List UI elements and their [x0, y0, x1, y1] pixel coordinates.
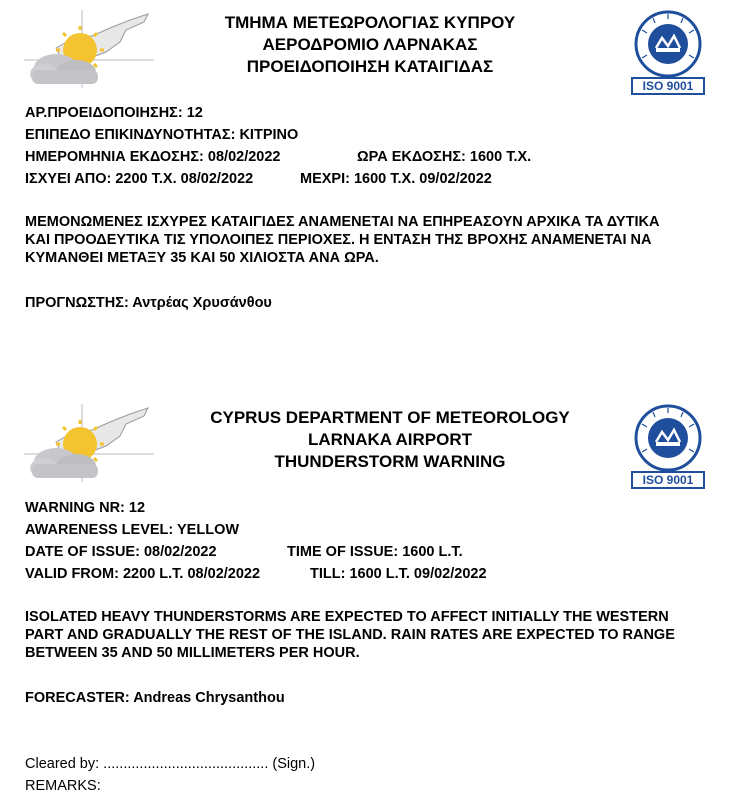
- time-of-issue: ΩΡΑ ΕΚΔΟΣΗΣ: 1600 Τ.Χ.: [357, 149, 532, 165]
- date-of-issue: ΗΜΕΡΟΜΗΝΙΑ ΕΚΔΟΣΗΣ: 08/02/2022: [25, 149, 281, 165]
- header-document-type: THUNDERSTORM WARNING: [274, 452, 506, 471]
- forecaster: FORECASTER: Andreas Chrysanthou: [25, 690, 285, 706]
- header-document-type: ΠΡΟΕΙΔΟΠΟΙΗΣΗ ΚΑΤΑΙΓΙΔΑΣ: [246, 57, 494, 76]
- warning-number: ΑΡ.ΠΡΟΕΙΔΟΠΟΙΗΣΗΣ: 12: [25, 105, 203, 121]
- date-of-issue: DATE OF ISSUE: 08/02/2022: [25, 544, 217, 560]
- awareness-level: AWARENESS LEVEL: YELLOW: [25, 522, 240, 538]
- warning-message: ΜΕΜΟΝΩΜΕΝΕΣ ΙΣΧΥΡΕΣ ΚΑΤΑΙΓΙΔΕΣ ΑΝΑΜΕΝΕΤΑΙ ΝΑ ΕΠΗΡΕΑΣΟΥΝ ΑΡΧΙΚΑ ΤΑ ΔΥΤΙΚΑ ΚΑΙ ΠΡΟΟΔΕΥΤΙΚΑ ΤΙΣ ΥΠΟΛΟΙΠΕΣ ΠΕΡΙΟΧΕΣ. Η ΕΝΤΑΣΗ ΤΗΣ ΒΡΟΧΗΣ ΑΝΑΜΕΝΕΤΑΙ ΝΑ ΚΥΜΑΝΘΕΙ ΜΕΤΑΞΥ 35 ΚΑΙ 50 ΧΙΛΙΟΣΤΑ ΑΝΑ ΩΡΑ.: [25, 214, 660, 266]
- header-subtitle: LARNAKA AIRPORT: [307, 430, 472, 449]
- iso-label: ISO 9001: [642, 473, 694, 487]
- header-subtitle: ΑΕΡΟΔΡΟΜΙΟ ΛΑΡΝΑΚΑΣ: [262, 35, 478, 54]
- met-logo: [22, 402, 157, 484]
- forecaster: ΠΡΟΓΝΩΣΤΗΣ: Αντρέας Χρυσάνθου: [25, 295, 272, 311]
- time-of-issue: TIME OF ISSUE: 1600 L.T.: [287, 544, 463, 560]
- valid-from: VALID FROM: 2200 L.T. 08/02/2022: [25, 566, 261, 582]
- valid-till: ΜΕΧΡΙ: 1600 Τ.Χ. 09/02/2022: [300, 171, 492, 187]
- iso-badge: [626, 8, 710, 96]
- cleared-by-line: Cleared by: ......................................... (Sign.): [25, 756, 316, 772]
- header-title: CYPRUS DEPARTMENT OF METEOROLOGY: [210, 408, 570, 427]
- remarks-label: REMARKS:: [25, 778, 101, 794]
- page-header-greek: [180, 12, 560, 78]
- valid-till: TILL: 1600 L.T. 09/02/2022: [310, 566, 487, 582]
- met-logo: [22, 8, 157, 90]
- warning-number: WARNING NR: 12: [25, 500, 146, 516]
- iso-label: ISO 9001: [642, 79, 694, 93]
- awareness-level: ΕΠΙΠΕΔΟ ΕΠΙΚΙΝΔΥΝΟΤΗΤΑΣ: ΚΙΤΡΙΝΟ: [25, 127, 299, 143]
- header-title: ΤΜΗΜΑ ΜΕΤΕΩΡΟΛΟΓΙΑΣ ΚΥΠΡΟΥ: [224, 13, 516, 32]
- warning-message: ISOLATED HEAVY THUNDERSTORMS ARE EXPECTED TO AFFECT INITIALLY THE WESTERN PART AND GRADUALLY THE REST OF THE ISLAND. RAIN RATES ARE EXPECTED TO RANGE BETWEEN 35 AND 50 MILLIMETERS PER HOUR.: [25, 609, 675, 661]
- valid-from: ΙΣΧΥΕΙ ΑΠΟ: 2200 Τ.Χ. 08/02/2022: [25, 171, 254, 187]
- iso-badge: [626, 402, 710, 490]
- page-header-english: [180, 407, 600, 473]
